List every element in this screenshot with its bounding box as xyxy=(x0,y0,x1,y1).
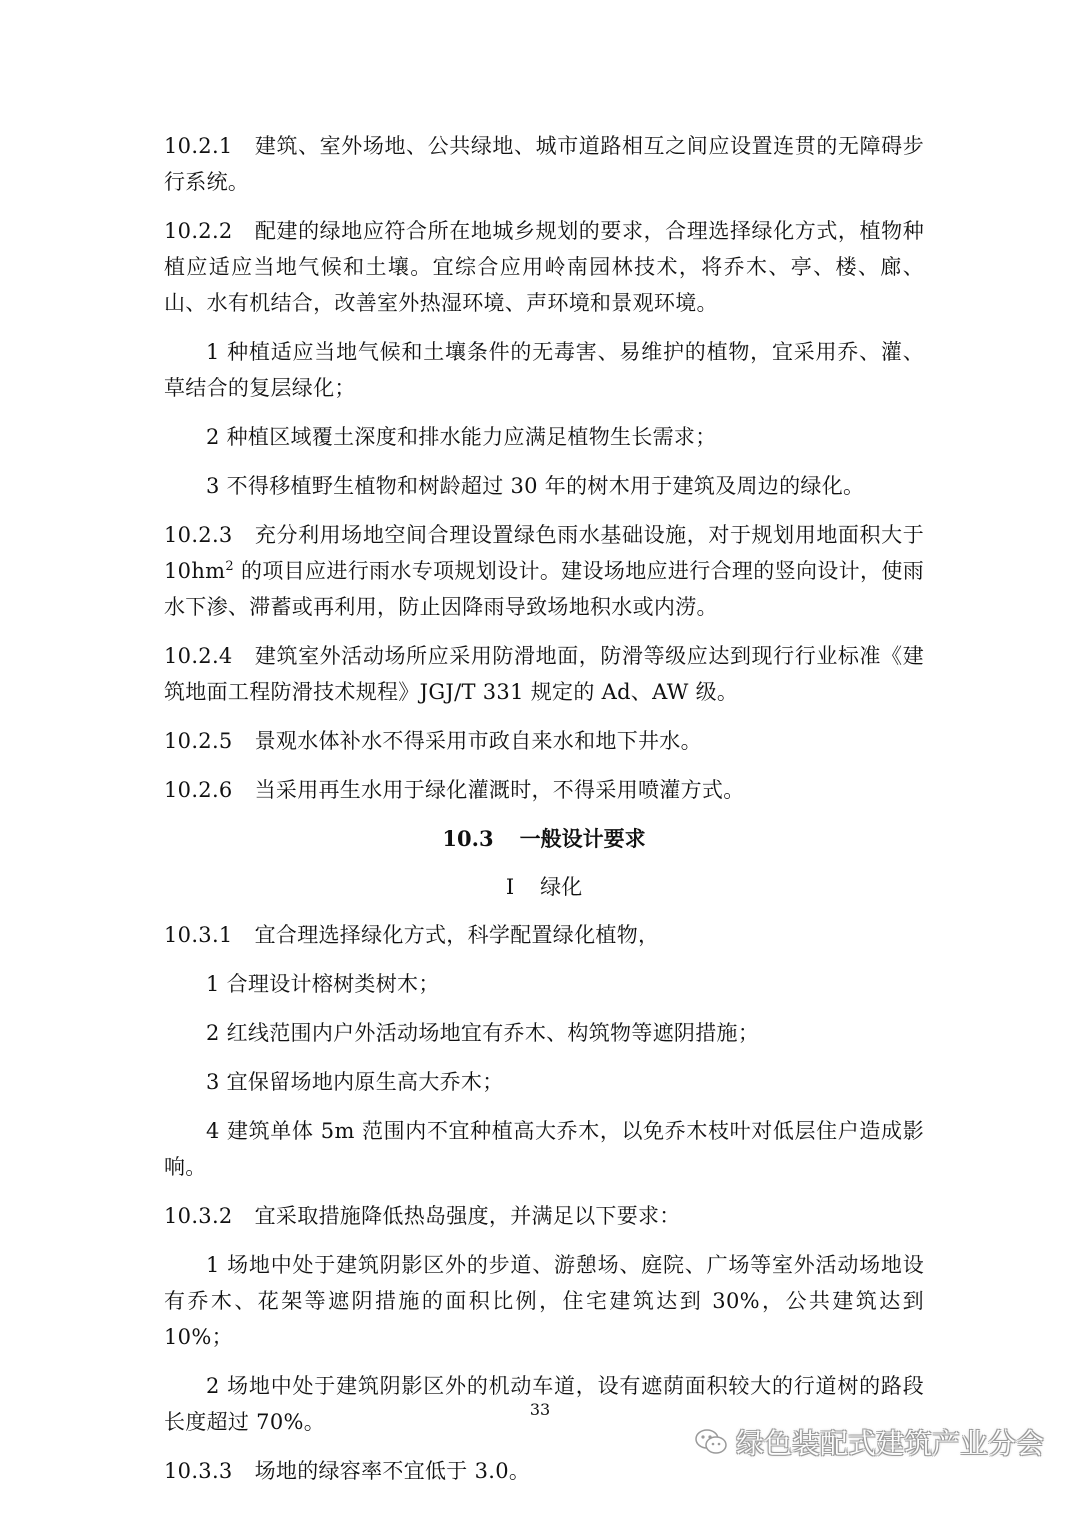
list-item: 1 合理设计榕树类树木； xyxy=(206,972,440,996)
clause-number: 10.2.4 xyxy=(164,644,233,668)
clause-number: 10.2.5 xyxy=(164,729,233,753)
clause-10-3-1 xyxy=(164,917,924,953)
list-item: 2 场地中处于建筑阴影区外的机动车道，设有遮荫面积较大的行道树的路段长度超过 70%。 xyxy=(164,1374,924,1434)
section-number: 10.3 xyxy=(442,826,494,851)
superscript: 2 xyxy=(225,559,234,574)
clause-number: 10.2.2 xyxy=(164,219,233,243)
clause-text: 景观水体补水不得采用市政自来水和地下井水。 xyxy=(254,729,702,753)
list-item: 1 种植适应当地气候和土壤条件的无毒害、易维护的植物，宜采用乔、灌、草结合的复层绿化； xyxy=(164,340,924,400)
page-number: 33 xyxy=(529,1400,551,1419)
clause-text: 场地的绿容率不宜低于 3.0。 xyxy=(254,1459,531,1483)
clause-text: 建筑室外活动场所应采用防滑地面，防滑等级应达到现行行业标准《建筑地面工程防滑技术规程》JGJ/T 331 规定的 Ad、AW 级。 xyxy=(164,644,924,704)
clause-number: 10.3.2 xyxy=(164,1204,233,1228)
clause-text: 建筑、室外场地、公共绿地、城市道路相互之间应设置连贯的无障碍步行系统。 xyxy=(164,134,924,194)
clause-text-continued: 的项目应进行雨水专项规划设计。建设场地应进行合理的竖向设计，使雨水下渗、滞蓄或再利用，防止因降雨导致场地积水或内涝。 xyxy=(164,559,924,619)
clause-10-2-4 xyxy=(164,638,924,710)
list-item: 2 红线范围内户外活动场地宜有乔木、构筑物等遮阴措施； xyxy=(206,1021,760,1045)
section-title: 一般设计要求 xyxy=(519,826,646,851)
clause-text: 当采用再生水用于绿化灌溉时，不得采用喷灌方式。 xyxy=(254,778,745,802)
clause-number: 10.2.6 xyxy=(164,778,233,802)
document-body xyxy=(164,128,924,1502)
list-item: 1 场地中处于建筑阴影区外的步道、游憩场、庭院、广场等室外活动场地设有乔木、花架等遮阴措施的面积比例，住宅建筑达到 30%，公共建筑达到 10%； xyxy=(164,1253,924,1349)
list-item: 3 宜保留场地内原生高大乔木； xyxy=(206,1070,504,1094)
clause-number: 10.3.3 xyxy=(164,1459,233,1483)
clause-number: 10.2.3 xyxy=(164,523,233,547)
clause-10-3-2 xyxy=(164,1198,924,1234)
clause-10-2-3 xyxy=(164,517,924,625)
subsection-heading xyxy=(164,869,924,905)
watermark xyxy=(694,1422,1044,1462)
clause-text: 宜采取措施降低热岛强度，并满足以下要求： xyxy=(254,1204,681,1228)
clause-text: 配建的绿地应符合所在地城乡规划的要求，合理选择绿化方式，植物种植应适应当地气候和土壤。宜综合应用岭南园林技术，将乔木、亭、楼、廊、山、水有机结合，改善室外热湿环境、声环境和景观环境。 xyxy=(164,219,924,315)
subsection-number: Ⅰ xyxy=(505,875,515,899)
clause-10-2-6 xyxy=(164,772,924,808)
clause-text: 宜合理选择绿化方式，科学配置绿化植物， xyxy=(254,923,660,947)
clause-number: 10.2.1 xyxy=(164,134,233,158)
clause-10-2-1 xyxy=(164,128,924,200)
section-heading xyxy=(164,821,924,857)
list-item: 4 建筑单体 5m 范围内不宜种植高大乔木，以免乔木枝叶对低层住户造成影响。 xyxy=(164,1119,924,1179)
clause-number: 10.3.1 xyxy=(164,923,233,947)
subsection-title: 绿化 xyxy=(540,875,583,899)
watermark-text: 绿色装配式建筑产业分会 xyxy=(735,1427,1044,1460)
wechat-icon xyxy=(694,1427,728,1457)
clause-text: 充分利用场地空间合理设置绿色雨水基础设施，对于规划用地面积大于 10hm xyxy=(164,523,924,583)
list-item: 3 不得移植野生植物和树龄超过 30 年的树木用于建筑及周边的绿化。 xyxy=(206,474,865,498)
clause-10-2-2 xyxy=(164,213,924,321)
clause-10-2-5 xyxy=(164,723,924,759)
list-item: 2 种植区域覆土深度和排水能力应满足植物生长需求； xyxy=(206,425,717,449)
